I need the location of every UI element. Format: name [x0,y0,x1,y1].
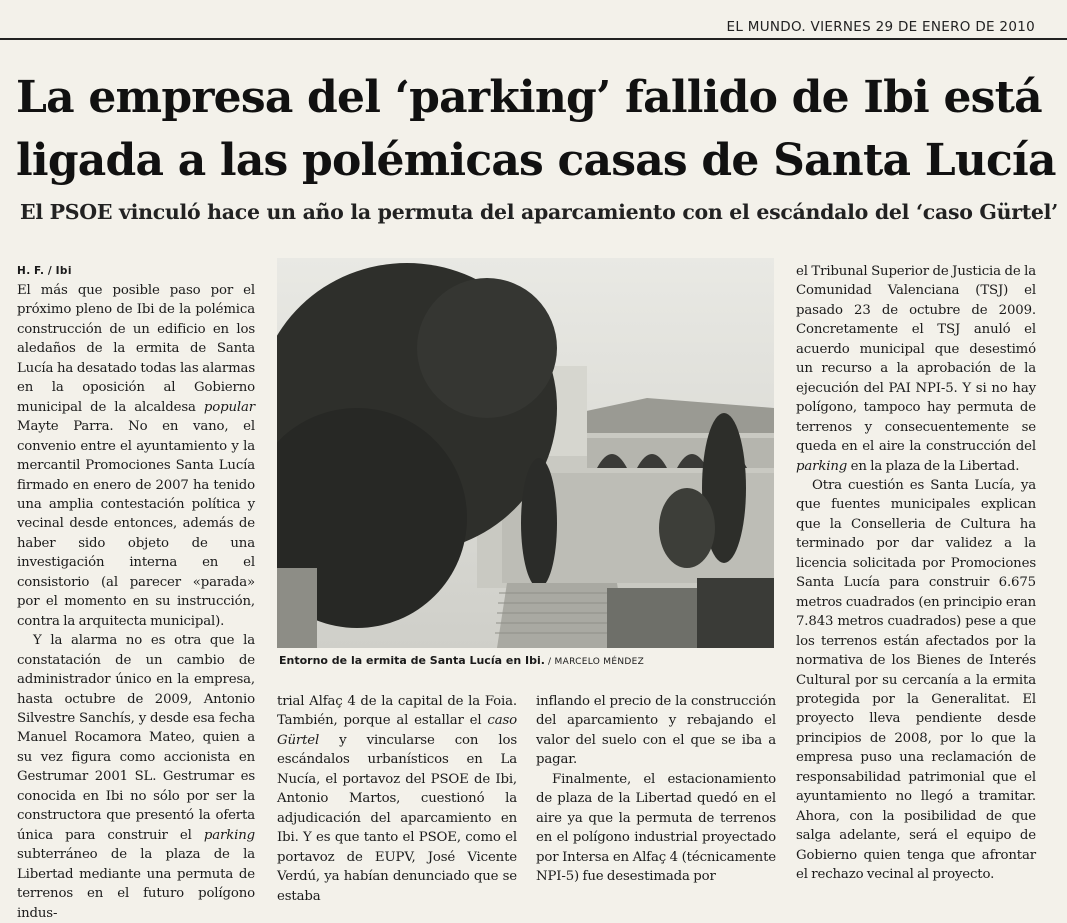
subheadline: El PSOE vinculó hace un año la permuta del aparcamiento con el escándalo del ‘caso Gürtel’ [20,200,1058,224]
byline: H. F. / Ibi [17,265,72,277]
headline-line-2: ligada a las polémicas casas de Santa Lucía [16,135,1056,186]
headline [16,66,1056,192]
photo-credit: / MARCELO MÉNDEZ [544,657,645,667]
caption-text: Entorno de la ermita de Santa Lucía en Ibi. [279,654,545,667]
article-column-4 [796,262,1036,885]
paragraph: el Tribunal Superior de Justicia de la Comunidad Valenciana (TSJ) el pasado 23 de octubre de 2009. Concretamente el TSJ anuló el acuerdo municipal que desestimó un recurso a la aprobación de la ejecución del PAI NPI-5. Y si no hay polígono, tampoco hay permuta de terrenos y consecuentemente se queda en el aire la construcción del parking en la plaza de la Libertad. [796,264,1036,474]
paragraph: Y la alarma no es otra que la constatación de un cambio de administrador único en la empresa, hasta octubre de 2009, Antonio Silvestre Sanchís, y desde esa fecha Manuel Rocamora Mateo, quien a su vez figura como accionista en Gestrumar 2001 SL. Gestrumar es conocida en Ibi no sólo por ser la constructora que presentó la oferta única para construir el parking subterráneo de la plaza de la Libertad mediante una permuta de terrenos en el futuro polígono indus- [17,633,255,921]
paragraph: trial Alfaç 4 de la capital de la Foia. También, porque al estallar el caso Gürtel y vincularse con los escándalos urbanísticos en La Nucía, el portavoz del PSOE de Ibi, Antonio Martos, cuestionó la adjudicación del aparcamiento en Ibi. Y es que tanto el PSOE, como el portavoz de EUPV, José Vicente Verdú, ya habían denunciado que se estaba [277,694,517,904]
article-column-2 [277,692,517,906]
paragraph: El más que posible paso por el próximo pleno de Ibi de la polémica construcción de un edificio en los aledaños de la ermita de Santa Lucía ha desatado todas las alarmas en la oposición al Gobierno municipal de la alcaldesa popular Mayte Parra. No en vano, el convenio entre el ayuntamiento y la mercantil Promociones Santa Lucía firmado en enero de 2007 ha tenido una amplia contestación política y vecinal desde entonces, además de haber sido objeto de una investigación interna en el consistorio (al parecer «parada» por el momento en su instrucción, contra la arquitecta municipal). [17,283,255,629]
headline-line-1: La empresa del ‘parking’ fallido de Ibi está [16,72,1042,123]
paragraph: Otra cuestión es Santa Lucía, ya que fuentes municipales explican que la Conselleria de Cultura ha terminado por dar validez a la licencia solicitada por Promociones Santa Lucía para construir 6.675 metros cuadrados (en principio eran 7.843 metros cuadrados) pese a que los terrenos están afectados por la normativa de los Bienes de Interés Cultural por su cercanía a la ermita protegida por la Generalitat. El proyecto lleva pendiente desde principios de 2008, por lo que la empresa puso una reclamación de responsabilidad patrimonial que el ayuntamiento no llegó a tramitar. Ahora, con la posibilidad de que salga adelante, será el equipo de Gobierno quien tenga que afrontar el rechazo vecinal al proyecto. [796,477,1036,883]
masthead-date: EL MUNDO. VIERNES 29 DE ENERO DE 2010 [726,19,1035,35]
paragraph: inflando el precio de la construcción del aparcamiento y rebajando el valor del suelo con el que se iba a pagar. [536,694,776,768]
masthead-rule [0,38,1067,40]
news-photo-ermita [277,258,774,648]
photo-caption [279,654,776,667]
article-column-1 [17,262,255,923]
paragraph: Finalmente, el estacionamiento de plaza de la Libertad quedó en el aire ya que la permuta de terrenos en el polígono industrial proyectado por Intersa en Alfaç 4 (técnicamente NPI-5) fue desestimada por [536,771,776,885]
article-column-3 [536,692,776,887]
